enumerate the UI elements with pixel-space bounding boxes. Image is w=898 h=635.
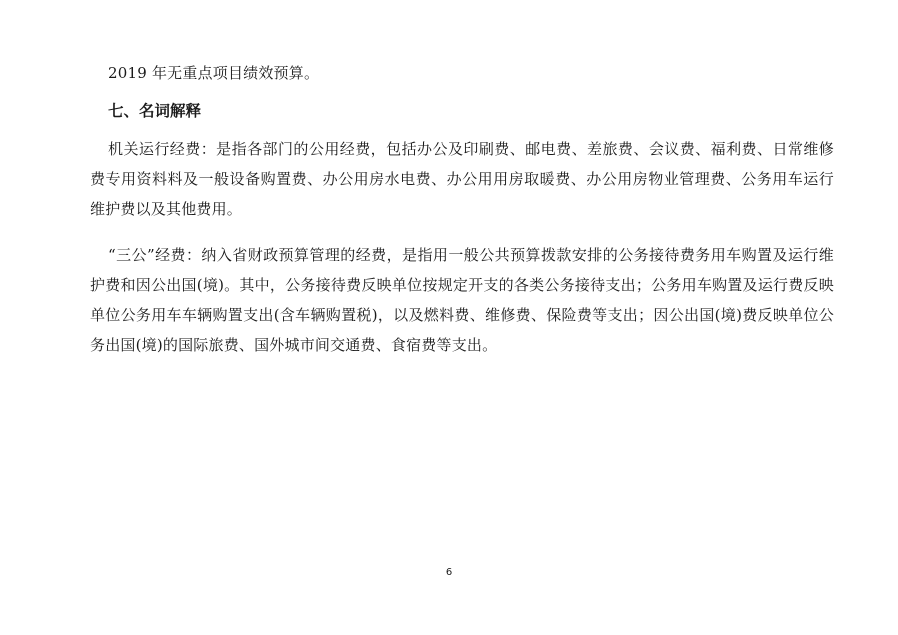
page-number: 6 <box>445 567 453 578</box>
paragraph-agency-operating-funds: 机关运行经费：是指各部门的公用经费，包括办公及印刷费、邮电费、差旅费、会议费、福利费、日常维修费专用资料料及一般设备购置费、办公用房水电费、办公用用房取暖费、办公用房物业管理费、公务用车运行维护费以及其他费用。 <box>90 140 834 218</box>
paragraph-three-public-funds: “三公”经费：纳入省财政预算管理的经费，是指用一般公共预算拨款安排的公务接待费务用车购置及运行维护费和因公出国(境)。其中，公务接待费反映单位按规定开支的各类公务接待支出；公务用车购置及运行费反映单位公务用车车辆购置支出(含车辆购置税)，以及燃料费、维修费、保险费等支出；因公出国(境)费反映单位公务出国(境)的国际旅费、国外城市间交通费、食宿费等支出。 <box>90 246 834 354</box>
section-heading: 七、名词解释 <box>108 102 202 120</box>
line-no-performance-budget: 2019 年无重点项目绩效预算。 <box>108 64 320 82</box>
